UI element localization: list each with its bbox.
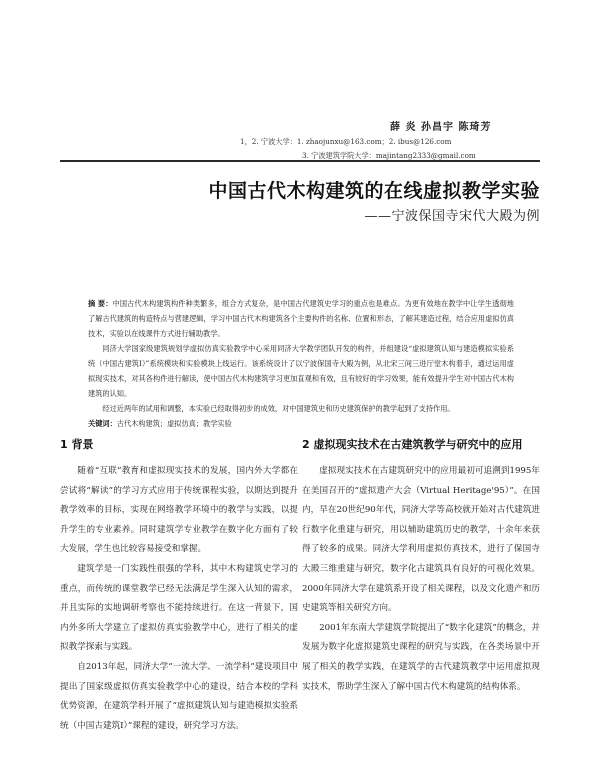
- body-paragraph: 虚拟现实技术在古建筑研究中的应用最初可追溯到1995年在美国召开的“虚拟遗产大会（Virtual Heritage'95）”。在国内，早在20世纪90年代，同济大学等高校就开始对古代建筑进行数字化重建与研究，用以辅助建筑历史的教学，十余年来获得了较多的成果。同济大学利用虚拟仿真技术，进行了保国寺大殿三维重建与研究，数字化古建筑具有良好的可视化效果。2000年同济大学在建筑系开设了相关课程，以及文化遗产和历史建筑等相关研究方向。: [302, 466, 540, 614]
- author-names: 薛 炎 孙昌宇 陈琦芳: [390, 122, 492, 133]
- body-paragraph: 2001年东南大学建筑学院提出了“数字化建筑”的概念，并发展为数字化虚拟建筑史课程的研究与实践，在各类场景中开展了相关的教学实践，在建筑学的古代建筑教学中运用虚拟现实技术，帮助学生深入了解中国古代木构建筑的结构体系。: [302, 622, 540, 692]
- header-rule: [60, 160, 540, 162]
- keywords-label: 关键词：: [88, 419, 117, 428]
- body-paragraph: 自2013年起，同济大学“一流大学、一流学科”建设项目中提出了国家级虚拟仿真实验教学中心的建设，结合本校的学科优势资源，在建筑学科开展了“虚拟建筑认知与建造模拟实验系统（中国古建筑Ⅰ）”课程的建设，研究学习方法。: [60, 661, 298, 731]
- body-paragraph: 随着“互联”教育和虚拟现实技术的发展，国内外大学都在尝试将“解读”的学习方式应用于传统课程实验，以期达到提升教学效率的目标，实现在网络教学环境中的教学与实践，以提升学生的专业素养。同时建筑学专业教学在数字化方面有了较大发展，学生也比较容易接受和掌握。: [60, 466, 298, 555]
- abstract-paragraph: 经过近两年的试用和调整，本实验已经取得初步的成效，对中国建筑史和历史建筑保护的教学起到了支持作用。: [102, 404, 455, 413]
- section-heading: 2 虚拟现实技术在古建筑教学与研究中的应用: [302, 438, 523, 451]
- affiliation-line: 3. 宁波建筑学院大学：majintang2333@gmail.com: [302, 151, 476, 160]
- abstract-paragraph: 同济大学国家级建筑规划学虚拟仿真实验教学中心采用同济大学教学团队开发的构件，并组建设“虚拟建筑认知与建造模拟实验系统（中国古建筑Ⅰ）”系统模块和实验模块上线运行。该系统设计了以宁波保国寺大殿为例，从北宋三间三进厅堂木构着手，通过运用虚拟现实技术，对其各构件进行解读，使中国古代木构建筑学习更加直观和有效，且有较好的学习效果，能有效提升学生对中国古代木构建筑的认知。: [88, 344, 514, 398]
- paper-subtitle: ——宁波保国寺宋代大殿为例: [364, 209, 540, 224]
- column-right: [302, 436, 540, 697]
- author-block: [240, 118, 540, 161]
- abstract-label: 摘 要：: [88, 299, 113, 308]
- paper-title: 中国古代木构建筑的在线虚拟教学实验: [208, 180, 540, 202]
- abstract-text: 中国古代木构建筑构件种类繁多，组合方式复杂，是中国古代建筑史学习的重点也是难点。为更有效地在教学中让学生透彻地了解古代建筑的构造特点与营建逻辑，学习中国古代木构建筑各个主要构件的名称、位置和形态，了解其建造过程，结合应用虚拟仿真技术，实验以在线课件方式进行辅助教学。: [88, 299, 514, 338]
- abstract: [88, 296, 514, 431]
- keywords: [88, 416, 514, 431]
- body-paragraph: 建筑学是一门实践性很强的学科，其中木构建筑史学习的重点，而传统的课堂教学已经无法满足学生深入认知的需求，并且实际的实地调研考察也不能持续进行。在这一背景下，国内外多所大学建立了虚拟仿真实验教学中心，进行了相关的虚拟教学探索与实践。: [60, 563, 298, 653]
- keywords-text: 古代木构建筑；虚拟仿真；教学实验: [116, 419, 232, 428]
- abstract-paragraph: [88, 296, 514, 341]
- section-heading: 1 背景: [60, 438, 94, 451]
- affiliation-line: 1，2. 宁波大学：1. zhaojunxu@163.com；2. ibus@126.com: [240, 137, 452, 146]
- column-left: [60, 436, 298, 736]
